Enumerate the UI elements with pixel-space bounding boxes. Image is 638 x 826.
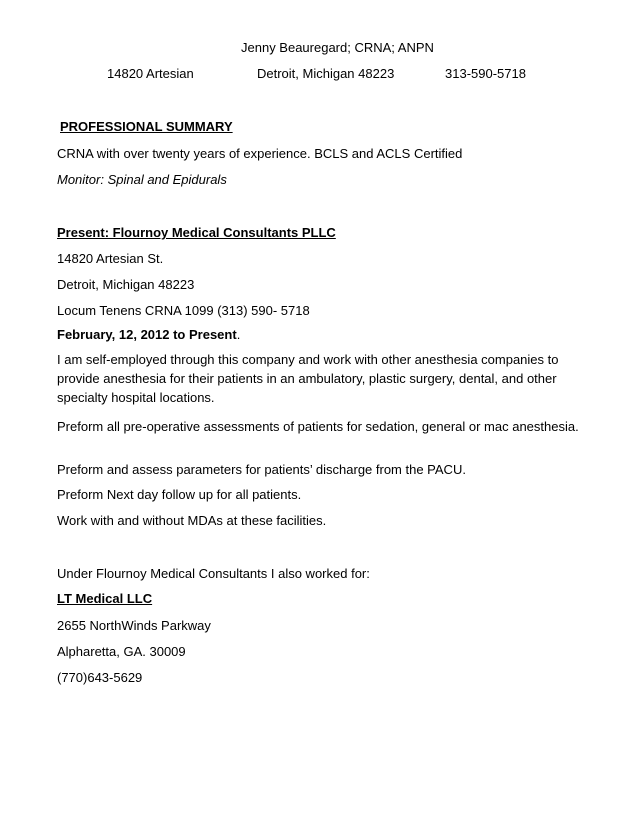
summary-heading: PROFESSIONAL SUMMARY [60, 119, 233, 134]
present-date [57, 327, 240, 343]
present-role: Locum Tenens CRNA 1099 (313) 590- 5718 [57, 303, 310, 318]
present-description-2: Preform all pre-operative assessments of patients for sedation, general or mac anesthesia. [57, 419, 579, 434]
header-name-line: Jenny Beauregard; CRNA; ANPN [241, 40, 434, 55]
summary-line-2: Monitor: Spinal and Epidurals [57, 172, 227, 187]
present-description-1: I am self-employed through this company and work with other anesthesia companies to provide anesthesia for their patients in an ambulatory, plastic surgery, dental, and other specialty hospital locations. [57, 352, 559, 405]
present-address-1: 14820 Artesian St. [57, 251, 164, 266]
under-intro: Under Flournoy Medical Consultants I also worked for: [57, 566, 370, 581]
present-description-4: Preform Next day follow up for all patients. [57, 487, 302, 502]
header-city: Detroit, Michigan 48223 [257, 66, 395, 81]
present-address-2: Detroit, Michigan 48223 [57, 277, 195, 292]
under-phone: (770)643-5629 [57, 670, 143, 685]
present-description-3: Preform and assess parameters for patients’ discharge from the PACU. [57, 462, 466, 477]
summary-line-1: CRNA with over twenty years of experience. BCLS and ACLS Certified [57, 146, 463, 161]
under-company: LT Medical LLC [57, 591, 153, 606]
present-date-range: February, 12, 2012 to Present [57, 327, 237, 342]
present-date-period: . [236, 327, 241, 342]
header-phone: 313-590-5718 [445, 66, 526, 81]
present-heading: Present: Flournoy Medical Consultants PLLC [57, 225, 336, 240]
present-description-5: Work with and without MDAs at these facilities. [57, 513, 327, 528]
under-address-2: Alpharetta, GA. 30009 [57, 644, 186, 659]
header-street: 14820 Artesian [107, 66, 194, 81]
under-address-1: 2655 NorthWinds Parkway [57, 618, 211, 633]
